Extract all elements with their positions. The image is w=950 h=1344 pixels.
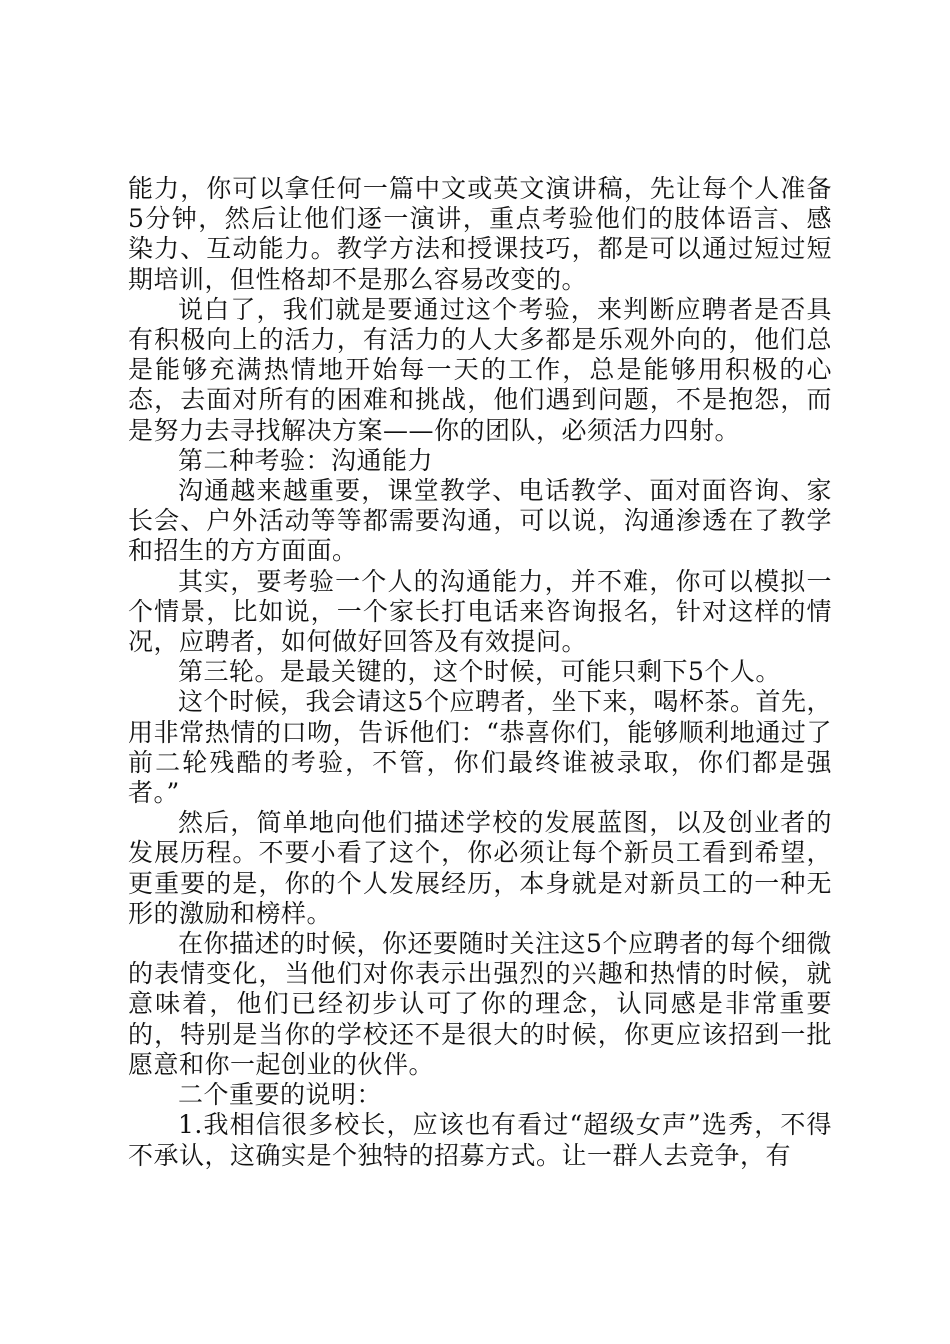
document-body <box>128 174 832 1171</box>
paragraph-continued: 能力，你可以拿任何一篇中文或英文演讲稿，先让每个人准备5分钟，然后让他们逐一演讲，重点考验他们的肢体语言、感染力、互动能力。教学方法和授课技巧，都是可以通过短过短期培训，但性格却不是那么容易改变的。 <box>128 174 832 294</box>
paragraph: 然后，简单地向他们描述学校的发展蓝图，以及创业者的发展历程。不要小看了这个，你必须让每个新员工看到希望，更重要的是，你的个人发展经历，本身就是对新员工的一种无形的激励和榜样。 <box>128 808 832 928</box>
paragraph: 第三轮。是最关键的，这个时候，可能只剩下5个人。 <box>178 657 781 687</box>
paragraph: 在你描述的时候，你还要随时关注这5个应聘者的每个细微的表情变化，当他们对你表示出强烈的兴趣和热情的时候，就意味着，他们已经初步认可了你的理念，认同感是非常重要的，特别是当你的学校还不是很大的时候，你更应该招到一批愿意和你一起创业的伙伴。 <box>128 929 832 1079</box>
paragraph: 说白了，我们就是要通过这个考验，来判断应聘者是否具有积极向上的活力，有活力的人大多都是乐观外向的，他们总是能够充满热情地开始每一天的工作，总是能够用积极的心态，去面对所有的困难和挑战，他们遇到问题，不是抱怨，而是努力去寻找解决方案——你的团队，必须活力四射。 <box>128 294 832 445</box>
section-heading: 二个重要的说明： <box>178 1080 383 1110</box>
section-heading: 第二种考验：沟通能力 <box>178 445 434 475</box>
paragraph: 其实，要考验一个人的沟通能力，并不难，你可以模拟一个情景，比如说，一个家长打电话来咨询报名，针对这样的情况，应聘者，如何做好回答及有效提问。 <box>128 566 832 657</box>
paragraph: 1.我相信很多校长，应该也有看过“超级女声”选秀，不得不承认，这确实是个独特的招募方式。让一群人去竞争，有 <box>128 1110 832 1170</box>
paragraph: 这个时候，我会请这5个应聘者，坐下来，喝杯茶。首先，用非常热情的口吻，告诉他们：“恭喜你们，能够顺利地通过了前二轮残酷的考验，不管，你们最终谁被录取，你们都是强者。” <box>128 687 832 808</box>
paragraph: 沟通越来越重要，课堂教学、电话教学、面对面咨询、家长会、户外活动等等都需要沟通，可以说，沟通渗透在了教学和招生的方方面面。 <box>128 476 832 566</box>
